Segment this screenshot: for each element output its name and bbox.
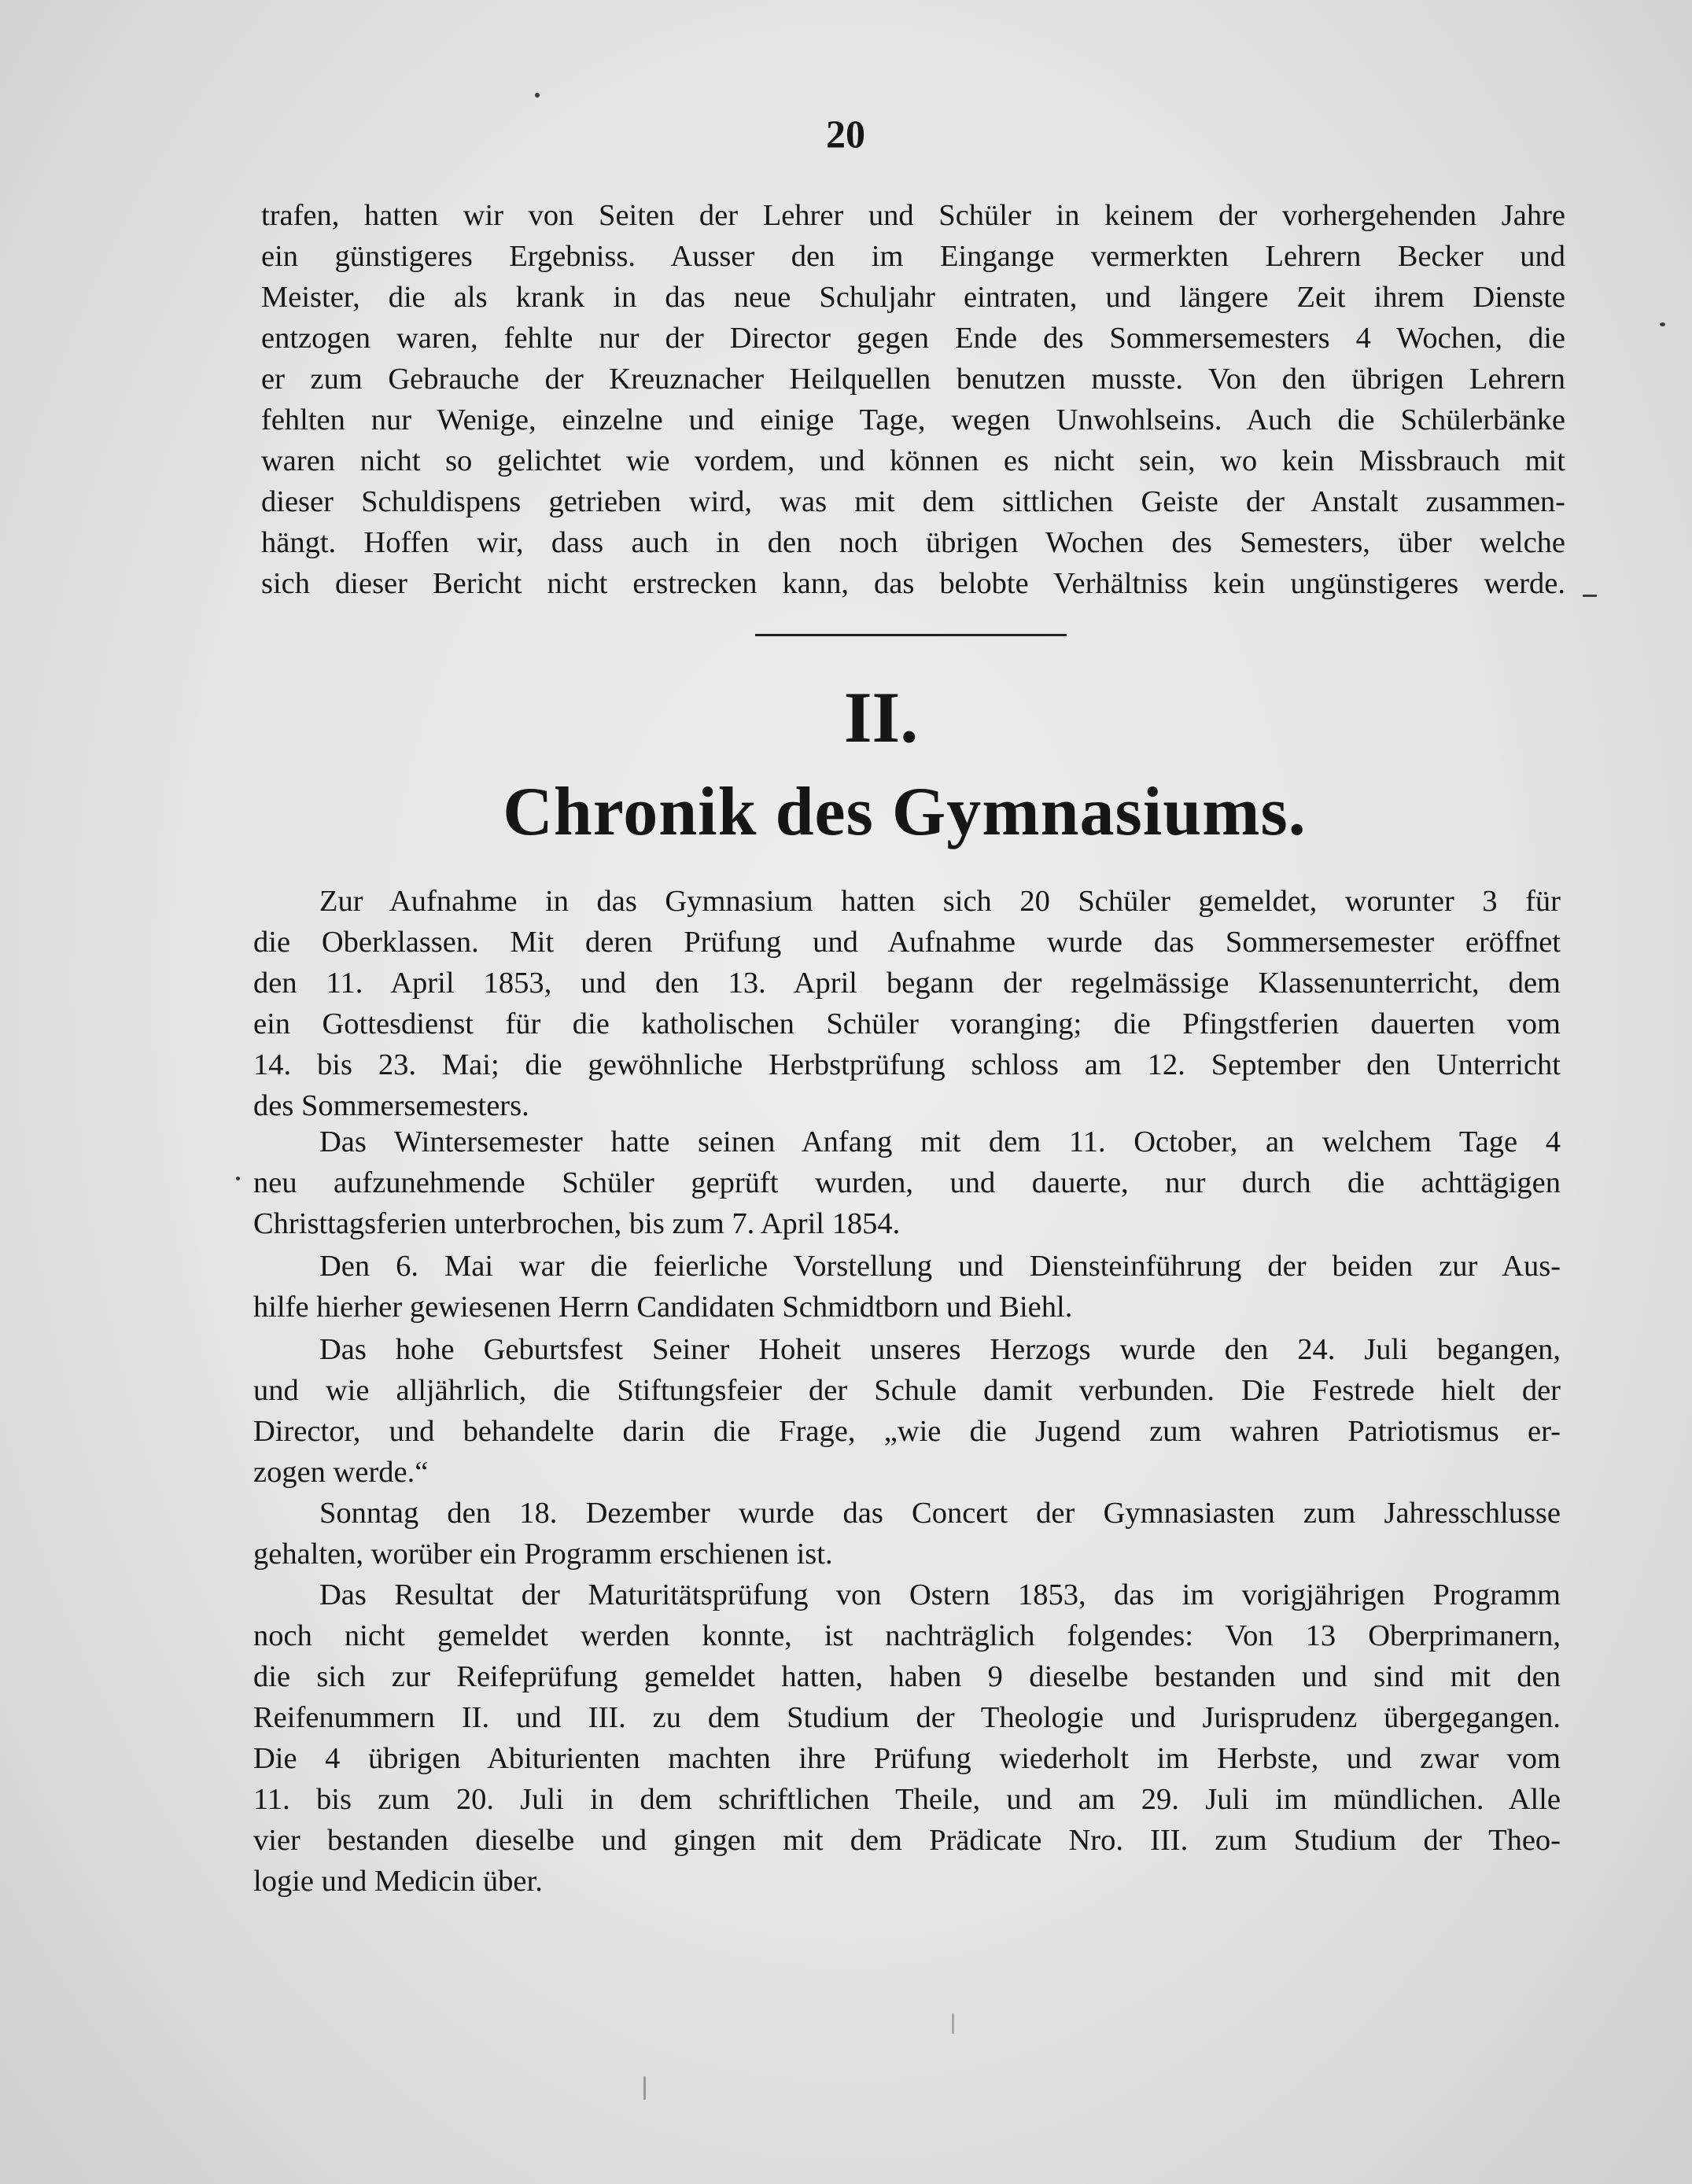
text-line: die sich zur Reifeprüfung gemeldet hatten, haben 9 dieselbe bestanden und sind mit den — [253, 1660, 1561, 1693]
text-line: Zur Aufnahme in das Gymnasium hatten sich 20 Schüler gemeldet, worunter 3 für — [319, 885, 1561, 918]
text-line: neu aufzunehmende Schüler geprüft wurden, und dauerte, nur durch die achttägigen — [253, 1166, 1561, 1199]
text-line: Director, und behandelte darin die Frage, „wie die Jugend zum wahren Patriotismus er- — [253, 1415, 1561, 1448]
text-line: Den 6. Mai war die feierliche Vorstellung und Diensteinführung der beiden zur Aus- — [319, 1250, 1561, 1283]
text-line: entzogen waren, fehlte nur der Director gegen Ende des Sommersemesters 4 Wochen, die — [261, 322, 1565, 355]
scan-speck — [236, 1177, 240, 1180]
text-line: Das Wintersemester hatte seinen Anfang mit dem 11. October, an welchem Tage 4 — [319, 1125, 1561, 1158]
text-line: Das Resultat der Maturitätsprüfung von Ostern 1853, das im vorigjährigen Programm — [319, 1578, 1561, 1611]
text-line: noch nicht gemeldet werden konnte, ist nachträglich folgendes: Von 13 Oberprimanern, — [253, 1619, 1561, 1652]
section-divider — [755, 634, 1067, 636]
chronicle-paragraph-candidates — [253, 1246, 1561, 1328]
text-line: zogen werde.“ — [253, 1456, 429, 1489]
text-line: und wie alljährlich, die Stiftungsfeier der Schule damit verbunden. Die Festrede hielt der — [253, 1374, 1561, 1407]
text-line: gehalten, worüber ein Programm erschienen ist. — [253, 1538, 833, 1571]
text-line: 14. bis 23. Mai; die gewöhnliche Herbstprüfung schloss am 12. September den Unterricht — [253, 1048, 1561, 1081]
text-line: dieser Schuldispens getrieben wird, was mit dem sittlichen Geiste der Anstalt zusammen- — [261, 485, 1565, 518]
chronicle-paragraph-winter — [253, 1121, 1561, 1244]
text-line: 11. bis zum 20. Juli in dem schriftlichen Theile, und am 29. Juli im mündlichen. Alle — [253, 1783, 1561, 1816]
text-line: trafen, hatten wir von Seiten der Lehrer und Schüler in keinem der vorhergehenden Jahre — [261, 199, 1565, 232]
text-line: hängt. Hoffen wir, dass auch in den noch übrigen Wochen des Semesters, über welche — [261, 526, 1565, 559]
intro-paragraph — [261, 195, 1565, 604]
text-line: Reifenummern II. und III. zu dem Studium der Theologie und Jurisprudenz übergegangen. — [253, 1701, 1561, 1734]
text-line: Meister, die als krank in das neue Schuljahr eintraten, und längere Zeit ihrem Dienste — [261, 281, 1565, 314]
chronicle-paragraph-concert — [253, 1493, 1561, 1574]
scan-speck — [1660, 322, 1665, 326]
text-line: vier bestanden dieselbe und gingen mit dem Prädicate Nro. III. zum Studium der Theo- — [253, 1824, 1561, 1857]
scan-speck — [535, 93, 540, 98]
text-line: den 11. April 1853, und den 13. April begann der regelmässige Klassenunterricht, dem — [253, 967, 1561, 1000]
text-line: die Oberklassen. Mit deren Prüfung und Aufnahme wurde das Sommersemester eröffnet — [253, 926, 1561, 959]
text-line: sich dieser Bericht nicht erstrecken kann, das belobte Verhältniss kein ungünstigeres werde. — [261, 567, 1565, 600]
text-line: fehlten nur Wenige, einzelne und einige Tage, wegen Unwohlseins. Auch die Schülerbänke — [261, 403, 1565, 436]
text-line: hilfe hierher gewiesenen Herrn Candidaten Schmidtborn und Biehl. — [253, 1291, 1073, 1324]
text-line: des Sommersemesters. — [253, 1089, 529, 1122]
chronicle-paragraph-maturity — [253, 1574, 1561, 1902]
text-line: ein Gottesdienst für die katholischen Schüler voranging; die Pfingstferien dauerten vom — [253, 1007, 1561, 1040]
chronicle-paragraph-birthday — [253, 1329, 1561, 1493]
text-line: er zum Gebrauche der Kreuznacher Heilquellen benutzen musste. Von den übrigen Lehrern — [261, 363, 1565, 396]
text-line: Das hohe Geburtsfest Seiner Hoheit unseres Herzogs wurde den 24. Juli begangen, — [319, 1333, 1561, 1366]
text-line: ein günstigeres Ergebniss. Ausser den im Eingange vermerkten Lehrern Becker und — [261, 240, 1565, 273]
scan-speck — [1583, 595, 1597, 597]
text-line: Christtagsferien unterbrochen, bis zum 7. April 1854. — [253, 1207, 901, 1240]
section-title: Chronik des Gymnasiums. — [503, 774, 1307, 850]
chronicle-paragraph-admission — [253, 881, 1561, 1126]
text-line: waren nicht so gelichtet wie vordem, und können es nicht sein, wo kein Missbrauch mit — [261, 444, 1565, 477]
text-line: Sonntag den 18. Dezember wurde das Concert der Gymnasiasten zum Jahresschlusse — [319, 1497, 1561, 1530]
scan-speck — [952, 2013, 954, 2034]
page-number: 20 — [826, 112, 865, 156]
text-line: Die 4 übrigen Abiturienten machten ihre Prüfung wiederholt im Herbste, und zwar vom — [253, 1742, 1561, 1775]
scan-speck — [643, 2076, 646, 2100]
section-numeral: II. — [843, 677, 919, 757]
text-line: logie und Medicin über. — [253, 1865, 543, 1898]
